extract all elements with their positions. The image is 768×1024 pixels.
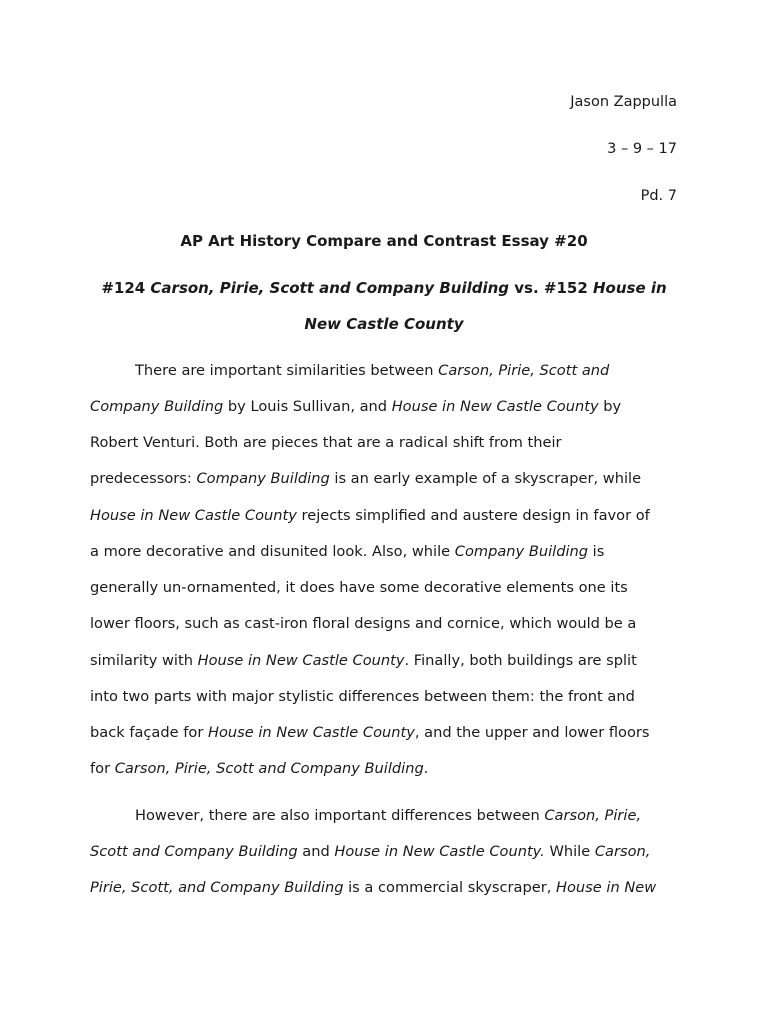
paragraph-1-line: There are important similarities between Carson, Pirie, Scott and (135, 362, 610, 379)
paragraph-1-line: back façade for House in New Castle County, and the upper and lower floors (90, 724, 650, 741)
paragraph-2-line: Pirie, Scott, and Company Building is a commercial skyscraper, House in New (90, 879, 657, 896)
paragraph-1-line: Robert Venturi. Both are pieces that are a radical shift from their (90, 434, 562, 451)
essay-subtitle-line-2: New Castle County (304, 315, 464, 333)
essay-title: AP Art History Compare and Contrast Essay #20 (180, 232, 588, 250)
paragraph-1-line: generally un-ornamented, it does have some decorative elements one its (90, 579, 628, 596)
paragraph-1-line: similarity with House in New Castle County. Finally, both buildings are split (90, 652, 637, 669)
paragraph-1-line: predecessors: Company Building is an early example of a skyscraper, while (90, 470, 642, 487)
date: 3 – 9 – 17 (607, 141, 677, 157)
paragraph-1-line: Company Building by Louis Sullivan, and House in New Castle County by (90, 398, 622, 415)
paragraph-1-line: for Carson, Pirie, Scott and Company Building. (90, 760, 429, 777)
paragraph-2-line: However, there are also important differences between Carson, Pirie, (135, 807, 642, 824)
paragraph-2-line: Scott and Company Building and House in New Castle County. While Carson, (90, 843, 651, 860)
period: Pd. 7 (640, 188, 677, 204)
paragraph-1-line: lower floors, such as cast-iron floral designs and cornice, which would be a (90, 615, 637, 632)
paragraph-1-line: into two parts with major stylistic differences between them: the front and (90, 688, 635, 705)
paragraph-1-line: House in New Castle County rejects simplified and austere design in favor of (90, 507, 650, 524)
essay-subtitle-line-1: #124 Carson, Pirie, Scott and Company Building vs. #152 House in (101, 279, 667, 297)
author-name: Jason Zappulla (570, 94, 677, 110)
paragraph-1-line: a more decorative and disunited look. Also, while Company Building is (90, 543, 605, 560)
